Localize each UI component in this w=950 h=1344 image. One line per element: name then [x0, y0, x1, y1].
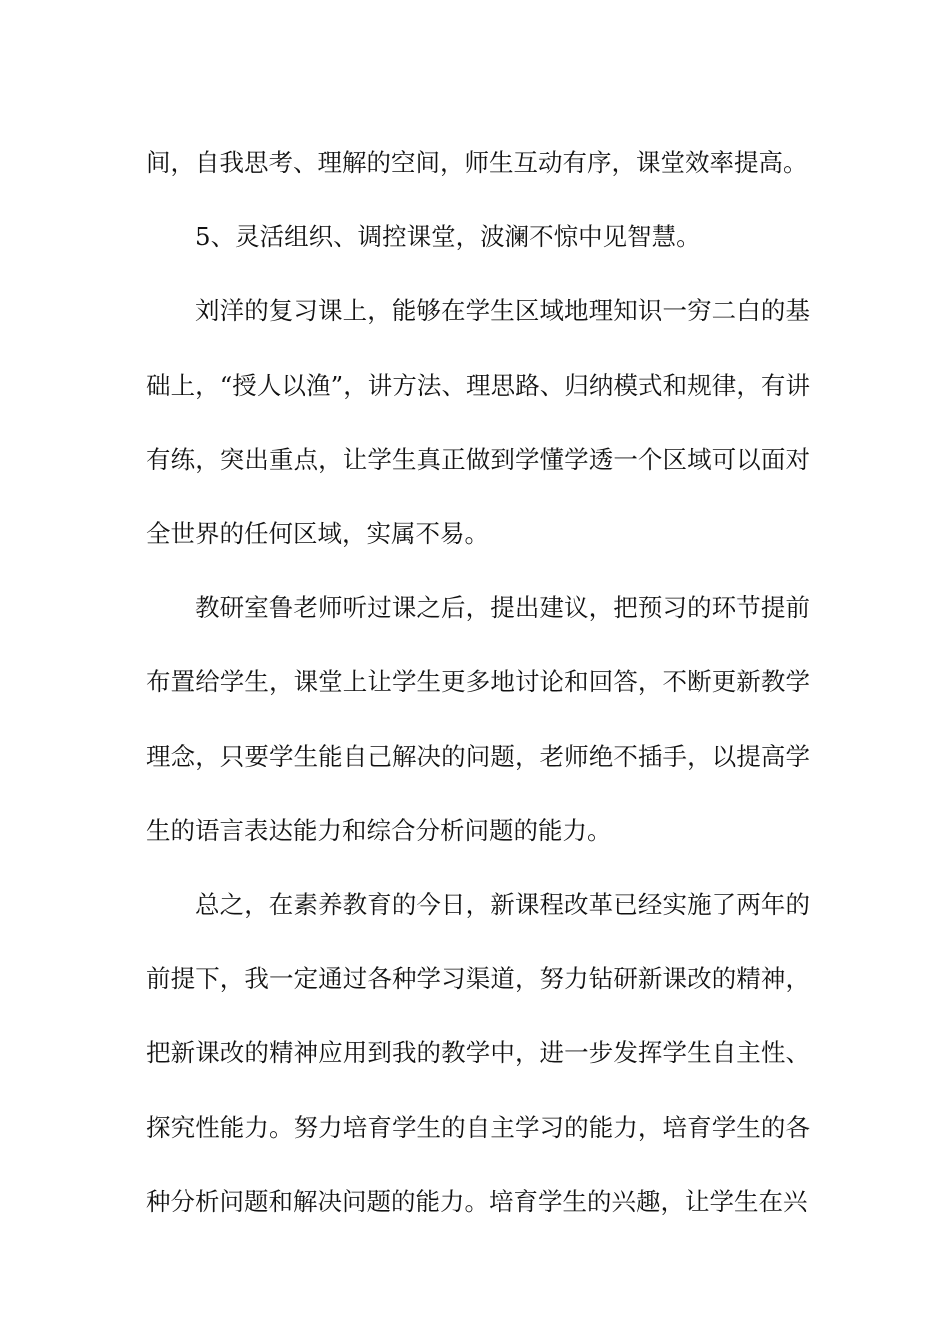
- paragraph-heading-5: 5、灵活组织、调控课堂，波澜不惊中见智慧。: [195, 222, 701, 252]
- paragraph-liu-yang-review: 刘洋的复习课上，能够在学生区域地理知识一穷二白的基础上，“授人以渔”，讲方法、理思路、归纳模式和规律，有讲有练，突出重点，让学生真正做到学懂学透一个区域可以面对全世界的任何区域，实属不易。: [146, 296, 810, 549]
- paragraph-teacher-lu-suggestion: 教研室鲁老师听过课之后，提出建议，把预习的环节提前布置给学生，课堂上让学生更多地讨论和回答，不断更新教学理念，只要学生能自己解决的问题，老师绝不插手，以提高学生的语言表达能力和综合分析问题的能力。: [146, 593, 810, 845]
- paragraph-continuation: 间，自我思考、理解的空间，师生互动有序，课堂效率提高。: [146, 148, 808, 177]
- paragraph-summary: 总之，在素养教育的今日，新课程改革已经实施了两年的前提下，我一定通过各种学习渠道，努力钻研新课改的精神，把新课改的精神应用到我的教学中，进一步发挥学生自主性、探究性能力。努力培育学生的自主学习的能力，培育学生的各种分析问题和解决问题的能力。培育学生的兴趣，让学生在兴: [146, 890, 810, 1216]
- body-text: [146, 126, 810, 1239]
